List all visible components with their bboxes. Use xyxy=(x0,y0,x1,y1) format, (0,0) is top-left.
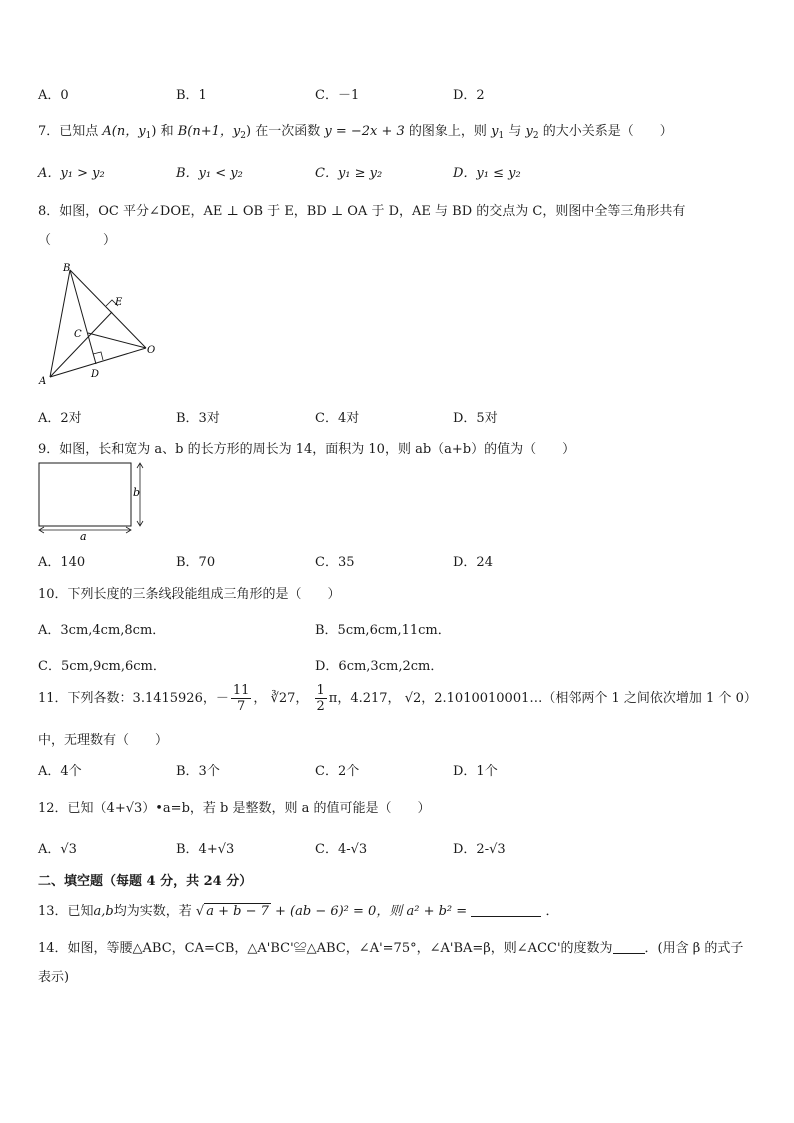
q12-option-b: B．4+√3 xyxy=(176,842,235,857)
q11-option-d: D．1个 xyxy=(453,764,498,779)
q8-label-b: B xyxy=(63,263,71,274)
q9-option-a: A．140 xyxy=(38,555,86,570)
q9-option-d: D．24 xyxy=(453,555,493,570)
section-heading-fill-in: 二、填空题（每题 4 分，共 24 分） xyxy=(38,874,253,889)
q7-option-a: A．y₁ > y₂ xyxy=(38,166,105,181)
q9-option-b: B．70 xyxy=(176,555,216,570)
q10-option-c: C．5cm,9cm,6cm． xyxy=(38,659,166,674)
q8-label-a: A xyxy=(39,376,47,387)
q9-stem: 9．如图，长和宽为 a、b 的长方形的周长为 14，面积为 10，则 ab（a+b）的值为（ ） xyxy=(38,442,576,457)
q8-segment-co xyxy=(88,333,146,348)
q11-fraction-1-2: $\frac{1}{2}$ xyxy=(316,683,325,714)
q8-option-a: A．2对 xyxy=(38,411,82,426)
q8-option-d: D．5对 xyxy=(453,411,498,426)
q11-option-a: A．4个 xyxy=(38,764,82,779)
q6-option-c: C．－1 xyxy=(315,88,360,103)
q8-label-e: E xyxy=(115,297,123,308)
q6-option-b: B．1 xyxy=(176,88,207,103)
q13-stem: 13．已知a,b均为实数，若 √ a + b − 7 + (ab − 6)² = 0，则 a² + b² = ． xyxy=(38,904,559,919)
q11-fraction-11-7: $\frac{11}{7}$ xyxy=(232,683,250,714)
q10-option-a: A．3cm,4cm,8cm． xyxy=(38,623,166,638)
q11-stem-line2: 中，无理数有（ ） xyxy=(38,733,169,748)
q8-option-b: B．3对 xyxy=(176,411,220,426)
q8-label-d: D xyxy=(91,369,100,380)
q6-option-d: D．2 xyxy=(453,88,485,103)
q14-stem-line2: 表示) xyxy=(38,970,70,985)
q8-figure xyxy=(36,260,166,388)
q12-option-d: D．2-√3 xyxy=(453,842,506,857)
q8-label-c: C xyxy=(74,329,82,340)
q11-option-b: B．3个 xyxy=(176,764,220,779)
q9-label-b: b xyxy=(133,486,141,499)
q8-stem: 8．如图，OC 平分∠DOE，AE ⊥ OB 于 E，BD ⊥ OA 于 D，AE 与 BD 的交点为 C，则图中全等三角形共有 xyxy=(38,204,686,219)
q7-stem: 7．已知点 A(n，$y_1$) 和 B(n+1，$y_2$) 在一次函数 y = −2x + 3 的图象上，则 $y_1$ 与 $y_2$ 的大小关系是（ ） xyxy=(38,124,673,141)
q10-stem: 10．下列长度的三条线段能组成三角形的是（ ） xyxy=(38,587,341,602)
q9-figure xyxy=(36,460,148,544)
q6-option-a: A．0 xyxy=(38,88,69,103)
q11-option-c: C．2个 xyxy=(315,764,360,779)
q9-rectangle xyxy=(39,463,131,526)
q12-option-a: A．√3 xyxy=(38,842,77,857)
q8-segment-bd xyxy=(70,270,96,364)
q7-option-c: C．y₁ ≥ y₂ xyxy=(315,166,383,181)
q10-option-d: D．6cm,3cm,2cm． xyxy=(315,659,444,674)
q10-option-b: B．5cm,6cm,11cm． xyxy=(315,623,451,638)
q12-stem: 12．已知（4+√3）•a=b，若 b 是整数，则 a 的值可能是（ ） xyxy=(38,801,431,816)
q14-stem: 14．如图，等腰△ABC，CA=CB，△A'BC'≌△ABC，∠A'=75°，∠A'BA=β，则∠ACC'的度数为 ．(用含 β 的式子 xyxy=(38,941,744,956)
q8-answer-blank: （ ） xyxy=(38,233,117,248)
q8-label-o: O xyxy=(147,345,156,356)
q13-answer-blank[interactable] xyxy=(471,904,541,917)
q8-edge-ba xyxy=(50,270,70,377)
q9-label-a: a xyxy=(80,530,87,543)
q14-answer-blank[interactable] xyxy=(613,941,645,954)
q11-stem: 11．下列各数：3.1415926，－ $\frac{11}{7}$ ， ∛27， $\frac{1}{2}$ π，4.217， √2，2.1010010001…（相邻两个 1 之间依次增加 1 个 0） xyxy=(38,683,757,714)
q8-option-c: C．4对 xyxy=(315,411,360,426)
q12-option-c: C．4-√3 xyxy=(315,842,368,857)
q7-option-d: D．y₁ ≤ y₂ xyxy=(453,166,521,181)
q7-option-b: B．y₁ < y₂ xyxy=(176,166,243,181)
q9-option-c: C．35 xyxy=(315,555,355,570)
